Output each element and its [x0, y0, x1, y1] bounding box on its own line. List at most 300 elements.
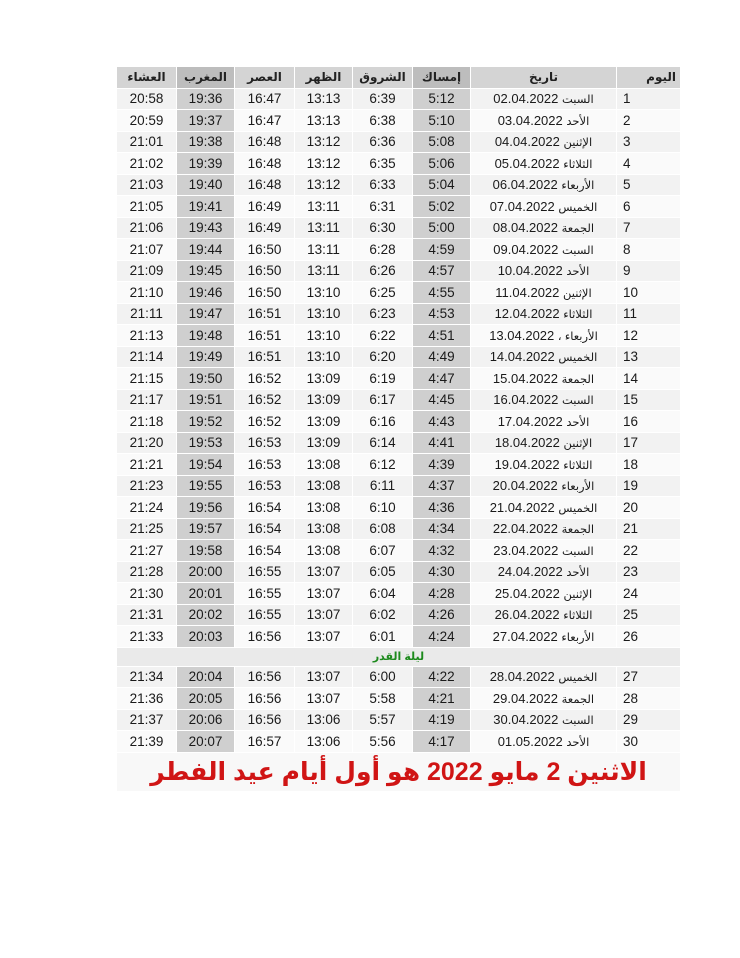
dhuhr-cell: 13:07 [295, 583, 353, 605]
weekday-label: السبت [561, 244, 594, 257]
day-cell: 24 [617, 583, 681, 605]
sunrise-cell: 5:58 [353, 688, 413, 710]
isha-cell: 21:06 [117, 217, 177, 239]
weekday-label: الجمعة [561, 524, 595, 537]
date-value: 22.04.2022 [492, 521, 558, 537]
table-row [117, 389, 681, 411]
weekday-label: الأحد [566, 567, 590, 580]
sunrise-cell: 6:08 [353, 518, 413, 540]
date-value: 03.04.2022 [497, 112, 563, 128]
isha-cell: 21:36 [117, 688, 177, 710]
date-cell [471, 497, 617, 519]
date-value: 18.04.2022 [494, 435, 560, 451]
date-cell [471, 626, 617, 648]
dhuhr-cell: 13:10 [295, 303, 353, 325]
date-value: 29.04.2022 [492, 690, 558, 706]
sunrise-cell: 6:36 [353, 131, 413, 153]
dhuhr-cell: 13:11 [295, 239, 353, 261]
weekday-label: الخميس [558, 201, 598, 214]
table-row [117, 688, 681, 710]
date-cell [471, 411, 617, 433]
header-imsak: إمساك [413, 67, 471, 89]
date-value: 09.04.2022 [493, 241, 559, 257]
isha-cell: 21:05 [117, 196, 177, 218]
asr-cell: 16:56 [235, 626, 295, 648]
weekday-label: الخميس [558, 352, 598, 365]
imsak-cell: 4:59 [413, 239, 471, 261]
sunrise-cell: 6:05 [353, 561, 413, 583]
dhuhr-cell: 13:07 [295, 561, 353, 583]
table-row [117, 454, 681, 476]
weekday-label: الإثنين [563, 287, 592, 300]
table-row [117, 88, 681, 110]
weekday-label: الأحد [566, 115, 590, 128]
isha-cell: 21:07 [117, 239, 177, 261]
day-cell: 10 [617, 282, 681, 304]
imsak-cell: 5:06 [413, 153, 471, 175]
asr-cell: 16:52 [235, 411, 295, 433]
asr-cell: 16:53 [235, 454, 295, 476]
table-row [117, 432, 681, 454]
imsak-cell: 4:55 [413, 282, 471, 304]
maghrib-cell: 19:54 [177, 454, 235, 476]
weekday-label: الإثنين [563, 137, 593, 150]
day-cell: 6 [617, 196, 681, 218]
maghrib-cell: 19:50 [177, 368, 235, 390]
weekday-label: الإثنين [563, 438, 593, 451]
dhuhr-cell: 13:12 [295, 131, 353, 153]
dhuhr-cell: 13:09 [295, 389, 353, 411]
isha-cell: 21:09 [117, 260, 177, 282]
date-value: 08.04.2022 [492, 220, 558, 236]
date-cell [471, 282, 617, 304]
isha-cell: 21:21 [117, 454, 177, 476]
imsak-cell: 5:08 [413, 131, 471, 153]
maghrib-cell: 19:45 [177, 260, 235, 282]
imsak-cell: 5:12 [413, 88, 471, 110]
table-row [117, 303, 681, 325]
day-cell: 30 [617, 731, 681, 753]
dhuhr-cell: 13:10 [295, 282, 353, 304]
header-maghrib: المغرب [177, 67, 235, 89]
day-cell: 15 [617, 389, 681, 411]
day-cell: 26 [617, 626, 681, 648]
sunrise-cell: 6:25 [353, 282, 413, 304]
maghrib-cell: 19:41 [177, 196, 235, 218]
table-row [117, 497, 681, 519]
date-cell [471, 260, 617, 282]
imsak-cell: 4:24 [413, 626, 471, 648]
imsak-cell: 4:37 [413, 475, 471, 497]
table-row [117, 731, 681, 753]
maghrib-cell: 19:48 [177, 325, 235, 347]
dhuhr-cell: 13:08 [295, 475, 353, 497]
isha-cell: 21:20 [117, 432, 177, 454]
date-cell [471, 518, 617, 540]
weekday-label: الثلاثاء [563, 158, 593, 171]
weekday-label: الخميس [558, 672, 598, 685]
table-row [117, 239, 681, 261]
header-row [117, 67, 681, 89]
maghrib-cell: 19:51 [177, 389, 235, 411]
date-cell [471, 131, 617, 153]
date-cell [471, 454, 617, 476]
date-value: 16.04.2022 [493, 392, 559, 408]
rows-before-note [117, 88, 681, 647]
maghrib-cell: 20:00 [177, 561, 235, 583]
asr-cell: 16:49 [235, 196, 295, 218]
imsak-cell: 4:47 [413, 368, 471, 390]
isha-cell: 21:37 [117, 709, 177, 731]
date-cell [471, 368, 617, 390]
date-cell [471, 217, 617, 239]
date-cell [471, 475, 617, 497]
prayer-times-table [116, 66, 681, 792]
isha-cell: 21:31 [117, 604, 177, 626]
day-cell: 2 [617, 110, 681, 132]
weekday-label: الجمعة [561, 223, 595, 236]
day-cell: 21 [617, 518, 681, 540]
asr-cell: 16:47 [235, 110, 295, 132]
imsak-cell: 4:30 [413, 561, 471, 583]
sunrise-cell: 6:10 [353, 497, 413, 519]
table-row [117, 626, 681, 648]
day-cell: 4 [617, 153, 681, 175]
date-cell [471, 561, 617, 583]
maghrib-cell: 20:03 [177, 626, 235, 648]
sunrise-cell: 6:01 [353, 626, 413, 648]
date-cell [471, 666, 617, 688]
maghrib-cell: 20:02 [177, 604, 235, 626]
day-cell: 27 [617, 666, 681, 688]
asr-cell: 16:55 [235, 561, 295, 583]
dhuhr-cell: 13:12 [295, 153, 353, 175]
date-value: 24.04.2022 [497, 564, 563, 580]
table-row [117, 260, 681, 282]
sunrise-cell: 6:16 [353, 411, 413, 433]
date-cell [471, 583, 617, 605]
isha-cell: 21:02 [117, 153, 177, 175]
isha-cell: 21:23 [117, 475, 177, 497]
dhuhr-cell: 13:13 [295, 110, 353, 132]
imsak-cell: 4:36 [413, 497, 471, 519]
imsak-cell: 4:51 [413, 325, 471, 347]
dhuhr-cell: 13:11 [295, 196, 353, 218]
dhuhr-cell: 13:07 [295, 688, 353, 710]
sunrise-cell: 5:57 [353, 709, 413, 731]
weekday-label: السبت [561, 94, 594, 107]
date-value: 14.04.2022 [489, 349, 555, 365]
isha-cell: 20:59 [117, 110, 177, 132]
isha-cell: 21:18 [117, 411, 177, 433]
sunrise-cell: 6:30 [353, 217, 413, 239]
weekday-label: السبت [561, 545, 594, 558]
maghrib-cell: 19:39 [177, 153, 235, 175]
asr-cell: 16:54 [235, 518, 295, 540]
imsak-cell: 4:43 [413, 411, 471, 433]
sunrise-cell: 6:31 [353, 196, 413, 218]
imsak-cell: 4:34 [413, 518, 471, 540]
maghrib-cell: 19:37 [177, 110, 235, 132]
day-cell: 8 [617, 239, 681, 261]
date-value: 26.04.2022 [494, 607, 560, 623]
weekday-label: الجمعة [561, 693, 595, 706]
dhuhr-cell: 13:12 [295, 174, 353, 196]
date-value: 12.04.2022 [494, 306, 560, 322]
asr-cell: 16:54 [235, 540, 295, 562]
table-row [117, 217, 681, 239]
date-value: 20.04.2022 [492, 478, 558, 494]
weekday-label: الأحد [566, 416, 590, 429]
table-row [117, 346, 681, 368]
imsak-cell: 4:57 [413, 260, 471, 282]
table-row [117, 325, 681, 347]
sunrise-cell: 6:39 [353, 88, 413, 110]
header-date: تاريخ [471, 67, 617, 89]
maghrib-cell: 20:07 [177, 731, 235, 753]
header-day: اليوم [617, 67, 681, 89]
maghrib-cell: 19:36 [177, 88, 235, 110]
maghrib-cell: 19:38 [177, 131, 235, 153]
maghrib-cell: 19:53 [177, 432, 235, 454]
date-cell [471, 325, 617, 347]
day-cell: 11 [617, 303, 681, 325]
table-row [117, 174, 681, 196]
weekday-label: الثلاثاء [563, 459, 593, 472]
weekday-label: السبت [561, 395, 594, 408]
maghrib-cell: 19:44 [177, 239, 235, 261]
imsak-cell: 4:19 [413, 709, 471, 731]
asr-cell: 16:50 [235, 282, 295, 304]
sunrise-cell: 6:04 [353, 583, 413, 605]
asr-cell: 16:55 [235, 604, 295, 626]
asr-cell: 16:51 [235, 325, 295, 347]
table-row [117, 475, 681, 497]
isha-cell: 21:11 [117, 303, 177, 325]
date-cell [471, 731, 617, 753]
isha-cell: 21:03 [117, 174, 177, 196]
day-cell: 3 [617, 131, 681, 153]
day-cell: 25 [617, 604, 681, 626]
rows-after-note [117, 666, 681, 752]
imsak-cell: 5:00 [413, 217, 471, 239]
table-row [117, 666, 681, 688]
day-cell: 23 [617, 561, 681, 583]
imsak-cell: 4:28 [413, 583, 471, 605]
sunrise-cell: 6:11 [353, 475, 413, 497]
weekday-label: الأربعاء [561, 481, 595, 494]
date-value: 01.05.2022 [497, 733, 563, 749]
table-row [117, 368, 681, 390]
date-cell [471, 88, 617, 110]
imsak-cell: 4:22 [413, 666, 471, 688]
dhuhr-cell: 13:10 [295, 325, 353, 347]
date-value: 28.04.2022 [489, 669, 555, 685]
day-cell: 5 [617, 174, 681, 196]
sunrise-cell: 6:07 [353, 540, 413, 562]
footer-section [117, 752, 681, 791]
date-value: 27.04.2022 [492, 628, 558, 644]
day-cell: 7 [617, 217, 681, 239]
dhuhr-cell: 13:07 [295, 626, 353, 648]
isha-cell: 21:24 [117, 497, 177, 519]
dhuhr-cell: 13:09 [295, 368, 353, 390]
date-cell [471, 196, 617, 218]
sunrise-cell: 6:20 [353, 346, 413, 368]
dhuhr-cell: 13:13 [295, 88, 353, 110]
asr-cell: 16:57 [235, 731, 295, 753]
table-row [117, 110, 681, 132]
laylat-al-qadr-note: ليلة القدر [117, 647, 681, 666]
isha-cell: 21:25 [117, 518, 177, 540]
date-cell [471, 110, 617, 132]
asr-cell: 16:52 [235, 389, 295, 411]
maghrib-cell: 20:06 [177, 709, 235, 731]
dhuhr-cell: 13:08 [295, 497, 353, 519]
asr-cell: 16:51 [235, 346, 295, 368]
imsak-cell: 4:17 [413, 731, 471, 753]
maghrib-cell: 19:40 [177, 174, 235, 196]
sunrise-cell: 5:56 [353, 731, 413, 753]
date-cell [471, 389, 617, 411]
header-asr: العصر [235, 67, 295, 89]
header-isha: العشاء [117, 67, 177, 89]
asr-cell: 16:56 [235, 709, 295, 731]
table-row [117, 196, 681, 218]
day-cell: 29 [617, 709, 681, 731]
weekday-label: الجمعة [561, 373, 595, 386]
day-cell: 1 [617, 88, 681, 110]
maghrib-cell: 19:46 [177, 282, 235, 304]
weekday-label: الخميس [558, 502, 598, 515]
imsak-cell: 4:45 [413, 389, 471, 411]
eid-announcement: الاثنين 2 مايو 2022 هو أول أيام عيد الفطر [117, 752, 681, 791]
isha-cell: 21:14 [117, 346, 177, 368]
weekday-label: الأربعاء [561, 180, 595, 193]
dhuhr-cell: 13:07 [295, 666, 353, 688]
maghrib-cell: 20:01 [177, 583, 235, 605]
date-value: 06.04.2022 [492, 177, 558, 193]
weekday-label: الأحد [566, 736, 590, 749]
isha-cell: 21:27 [117, 540, 177, 562]
weekday-label: الثلاثاء [563, 610, 593, 623]
maghrib-cell: 19:57 [177, 518, 235, 540]
day-cell: 14 [617, 368, 681, 390]
maghrib-cell: 19:49 [177, 346, 235, 368]
sunrise-cell: 6:02 [353, 604, 413, 626]
asr-cell: 16:50 [235, 239, 295, 261]
asr-cell: 16:56 [235, 688, 295, 710]
table-row [117, 282, 681, 304]
maghrib-cell: 19:58 [177, 540, 235, 562]
date-value: 02.04.2022 [493, 91, 559, 107]
isha-cell: 20:58 [117, 88, 177, 110]
dhuhr-cell: 13:06 [295, 731, 353, 753]
date-cell [471, 709, 617, 731]
day-cell: 18 [617, 454, 681, 476]
weekday-label: السبت [561, 715, 594, 728]
header-sunrise: الشروق [353, 67, 413, 89]
sunrise-cell: 6:33 [353, 174, 413, 196]
dhuhr-cell: 13:07 [295, 604, 353, 626]
isha-cell: 21:30 [117, 583, 177, 605]
date-cell [471, 153, 617, 175]
day-cell: 12 [617, 325, 681, 347]
isha-cell: 21:15 [117, 368, 177, 390]
maghrib-cell: 19:56 [177, 497, 235, 519]
imsak-cell: 5:02 [413, 196, 471, 218]
prayer-times-sheet [116, 66, 680, 792]
sunrise-cell: 6:19 [353, 368, 413, 390]
maghrib-cell: 19:47 [177, 303, 235, 325]
asr-cell: 16:48 [235, 153, 295, 175]
date-cell [471, 303, 617, 325]
dhuhr-cell: 13:08 [295, 540, 353, 562]
note-row [117, 647, 681, 666]
note-section [117, 647, 681, 666]
dhuhr-cell: 13:10 [295, 346, 353, 368]
imsak-cell: 5:04 [413, 174, 471, 196]
date-cell [471, 239, 617, 261]
table-row [117, 131, 681, 153]
day-cell: 19 [617, 475, 681, 497]
day-cell: 22 [617, 540, 681, 562]
date-cell [471, 604, 617, 626]
sunrise-cell: 6:14 [353, 432, 413, 454]
sunrise-cell: 6:38 [353, 110, 413, 132]
maghrib-cell: 20:05 [177, 688, 235, 710]
date-value: 17.04.2022 [497, 413, 563, 429]
weekday-label: الثلاثاء [563, 309, 593, 322]
sunrise-cell: 6:17 [353, 389, 413, 411]
isha-cell: 21:10 [117, 282, 177, 304]
isha-cell: 21:34 [117, 666, 177, 688]
isha-cell: 21:28 [117, 561, 177, 583]
date-cell [471, 540, 617, 562]
day-cell: 9 [617, 260, 681, 282]
date-value: 07.04.2022 [489, 198, 555, 214]
table-row [117, 411, 681, 433]
maghrib-cell: 19:43 [177, 217, 235, 239]
asr-cell: 16:54 [235, 497, 295, 519]
sunrise-cell: 6:00 [353, 666, 413, 688]
dhuhr-cell: 13:11 [295, 260, 353, 282]
sunrise-cell: 6:12 [353, 454, 413, 476]
maghrib-cell: 19:55 [177, 475, 235, 497]
maghrib-cell: 20:04 [177, 666, 235, 688]
asr-cell: 16:49 [235, 217, 295, 239]
dhuhr-cell: 13:08 [295, 454, 353, 476]
sunrise-cell: 6:22 [353, 325, 413, 347]
date-value: 15.04.2022 [492, 370, 558, 386]
footer-row [117, 752, 681, 791]
date-cell [471, 346, 617, 368]
table-row [117, 604, 681, 626]
dhuhr-cell: 13:09 [295, 411, 353, 433]
date-cell [471, 688, 617, 710]
sunrise-cell: 6:35 [353, 153, 413, 175]
table-row [117, 153, 681, 175]
table-row [117, 518, 681, 540]
date-value: 04.04.2022 [494, 134, 560, 150]
date-cell [471, 432, 617, 454]
asr-cell: 16:48 [235, 174, 295, 196]
asr-cell: 16:47 [235, 88, 295, 110]
asr-cell: 16:55 [235, 583, 295, 605]
day-cell: 28 [617, 688, 681, 710]
maghrib-cell: 19:52 [177, 411, 235, 433]
asr-cell: 16:51 [235, 303, 295, 325]
